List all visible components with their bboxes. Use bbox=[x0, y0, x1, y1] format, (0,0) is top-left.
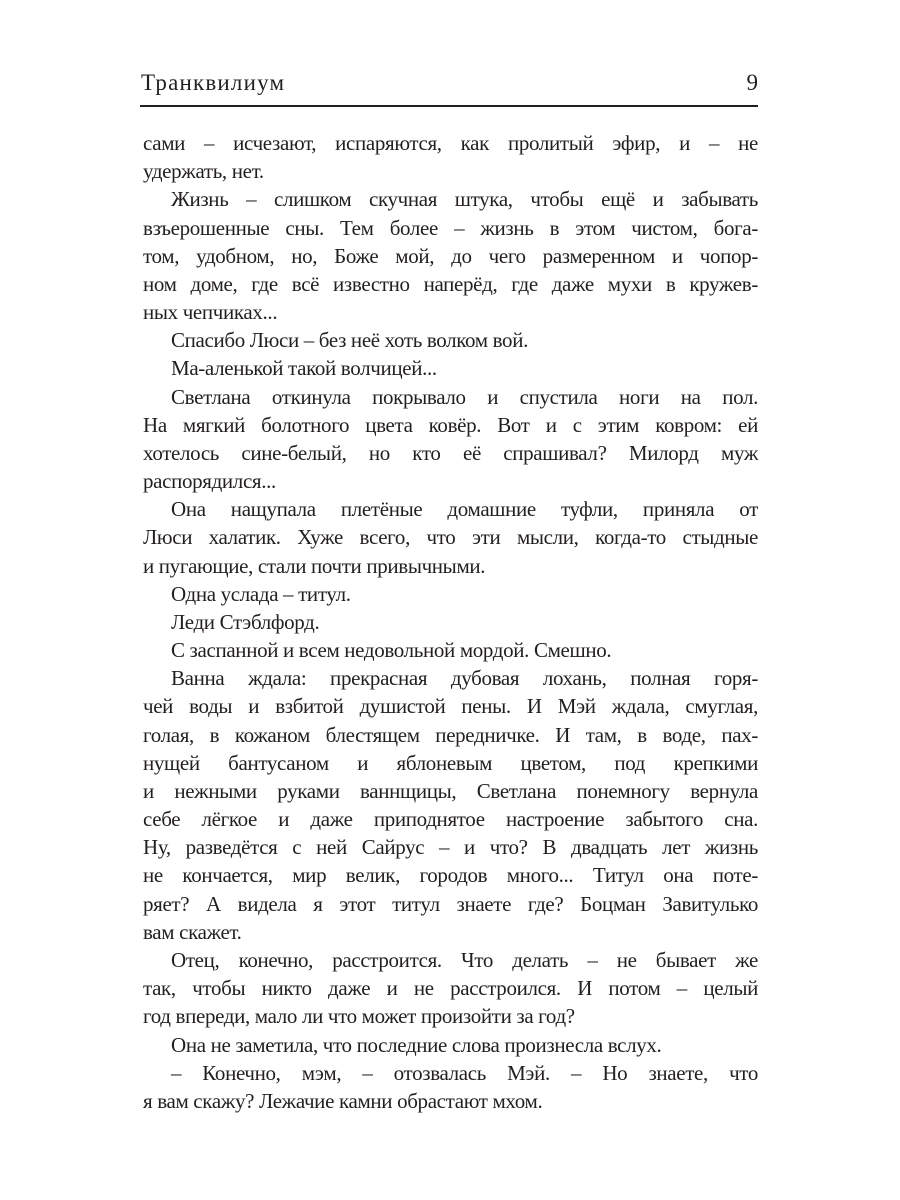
text-line: Ванна ждала: прекрасная дубовая лохань, полная горя- bbox=[171, 666, 758, 691]
text-line: распорядился... bbox=[143, 469, 276, 494]
text-line: Светлана откинула покрывало и спустила ноги на пол. bbox=[171, 384, 758, 409]
text-line: Ну, разведётся с ней Сайрус – и что? В двадцать лет жизнь bbox=[143, 835, 758, 860]
text-line: не кончается, мир велик, городов много... Титул она поте- bbox=[143, 863, 758, 888]
page-number: 9 bbox=[746, 70, 758, 95]
text-line: Леди Стэблфорд. bbox=[171, 609, 320, 634]
text-line: я вам скажу? Лежачие камни обрастают мхом. bbox=[143, 1088, 543, 1113]
text-line: Жизнь – слишком скучная штука, чтобы ещё и забывать bbox=[171, 187, 758, 212]
text-line: голая, в кожаном блестящем передничке. И там, в воде, пах- bbox=[143, 722, 758, 747]
running-header bbox=[141, 70, 758, 102]
text-line: взъерошенные сны. Тем более – жизнь в этом чистом, бога- bbox=[143, 215, 758, 240]
text-line: Она не заметила, что последние слова произнесла вслух. bbox=[171, 1032, 662, 1057]
text-line: Спасибо Люси – без неё хоть волком вой. bbox=[171, 328, 528, 353]
text-line: удержать, нет. bbox=[143, 159, 264, 184]
text-line: Она нащупала плетёные домашние туфли, приняла от bbox=[171, 497, 758, 522]
running-title: Транквилиум bbox=[141, 70, 286, 95]
text-line: ном доме, где всё известно наперёд, где даже мухи в кружев- bbox=[143, 271, 758, 296]
text-line: сами – исчезают, испаряются, как пролитый эфир, и – не bbox=[143, 131, 758, 155]
text-line: С заспанной и всем недовольной мордой. Смешно. bbox=[171, 638, 612, 663]
text-line: том, удобном, но, Боже мой, до чего размеренном и чопор- bbox=[143, 243, 758, 268]
text-line: себе лёгкое и даже приподнятое настроение забытого сна. bbox=[143, 807, 758, 832]
body-text bbox=[143, 129, 758, 1115]
text-line: Ма-аленькой такой волчицей... bbox=[171, 356, 437, 381]
text-line: и нежными руками ваннщицы, Светлана понемногу вернула bbox=[143, 778, 758, 803]
text-line: вам скажет. bbox=[143, 919, 242, 944]
text-line: На мягкий болотного цвета ковёр. Вот и с этим ковром: ей bbox=[143, 412, 758, 437]
text-line: нущей бантусаном и яблоневым цветом, под крепкими bbox=[143, 750, 758, 775]
header-rule bbox=[140, 105, 758, 107]
text-line: – Конечно, мэм, – отозвалась Мэй. – Но знаете, что bbox=[171, 1060, 758, 1085]
text-line: год впереди, мало ли что может произойти за год? bbox=[143, 1004, 575, 1029]
text-line: Люси халатик. Хуже всего, что эти мысли, когда-то стыдные bbox=[143, 525, 758, 550]
text-line: хотелось сине-белый, но кто её спрашивал? Милорд муж bbox=[143, 440, 758, 465]
text-line: и пугающие, стали почти привычными. bbox=[143, 553, 486, 578]
text-line: так, чтобы никто даже и не расстроился. И потом – целый bbox=[143, 976, 758, 1001]
text-line: Одна услада – титул. bbox=[171, 581, 351, 606]
text-line: Отец, конечно, расстроится. Что делать – не бывает же bbox=[171, 947, 758, 972]
text-line: ряет? А видела я этот титул знаете где? Боцман Завитулько bbox=[143, 891, 758, 916]
text-line: ных чепчиках... bbox=[143, 300, 278, 325]
text-line: чей воды и взбитой душистой пены. И Мэй ждала, смуглая, bbox=[143, 694, 758, 719]
